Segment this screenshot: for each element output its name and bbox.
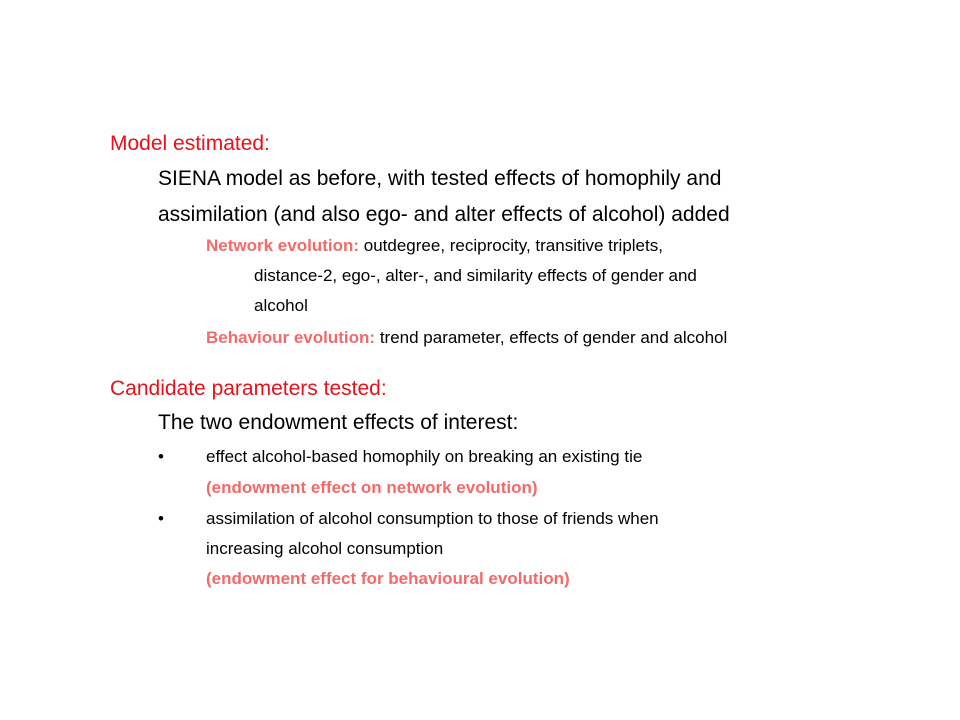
endowment-intro: The two endowment effects of interest: <box>158 411 519 434</box>
model-description-line-1: SIENA model as before, with tested effects of homophily and <box>158 167 722 190</box>
bullet-2-note: (endowment effect for behavioural evolution) <box>206 569 570 588</box>
network-evolution-line-1 <box>206 236 663 256</box>
behaviour-evolution-text: trend parameter, effects of gender and alcohol <box>379 328 728 347</box>
bullet-marker-2: • <box>158 509 164 528</box>
behaviour-evolution-label: Behaviour evolution: <box>206 328 376 347</box>
network-evolution-line-2: distance-2, ego-, alter-, and similarity effects of gender and <box>254 266 697 285</box>
section-heading-candidate-parameters: Candidate parameters tested: <box>110 377 387 400</box>
bullet-2-text-line-2: increasing alcohol consumption <box>206 539 444 558</box>
network-evolution-label: Network evolution: <box>206 236 360 255</box>
bullet-2-text-line-1: assimilation of alcohol consumption to those of friends when <box>206 509 659 528</box>
bullet-1-note: (endowment effect on network evolution) <box>206 478 538 497</box>
behaviour-evolution-line <box>206 328 727 348</box>
network-evolution-text-1: outdegree, reciprocity, transitive triplets, <box>363 236 663 255</box>
network-evolution-line-3: alcohol <box>254 296 308 315</box>
model-description-line-2: assimilation (and also ego- and alter effects of alcohol) added <box>158 203 730 226</box>
bullet-marker-1: • <box>158 447 164 466</box>
section-heading-model-estimated: Model estimated: <box>110 132 270 155</box>
bullet-1-text: effect alcohol-based homophily on breaking an existing tie <box>206 447 643 466</box>
